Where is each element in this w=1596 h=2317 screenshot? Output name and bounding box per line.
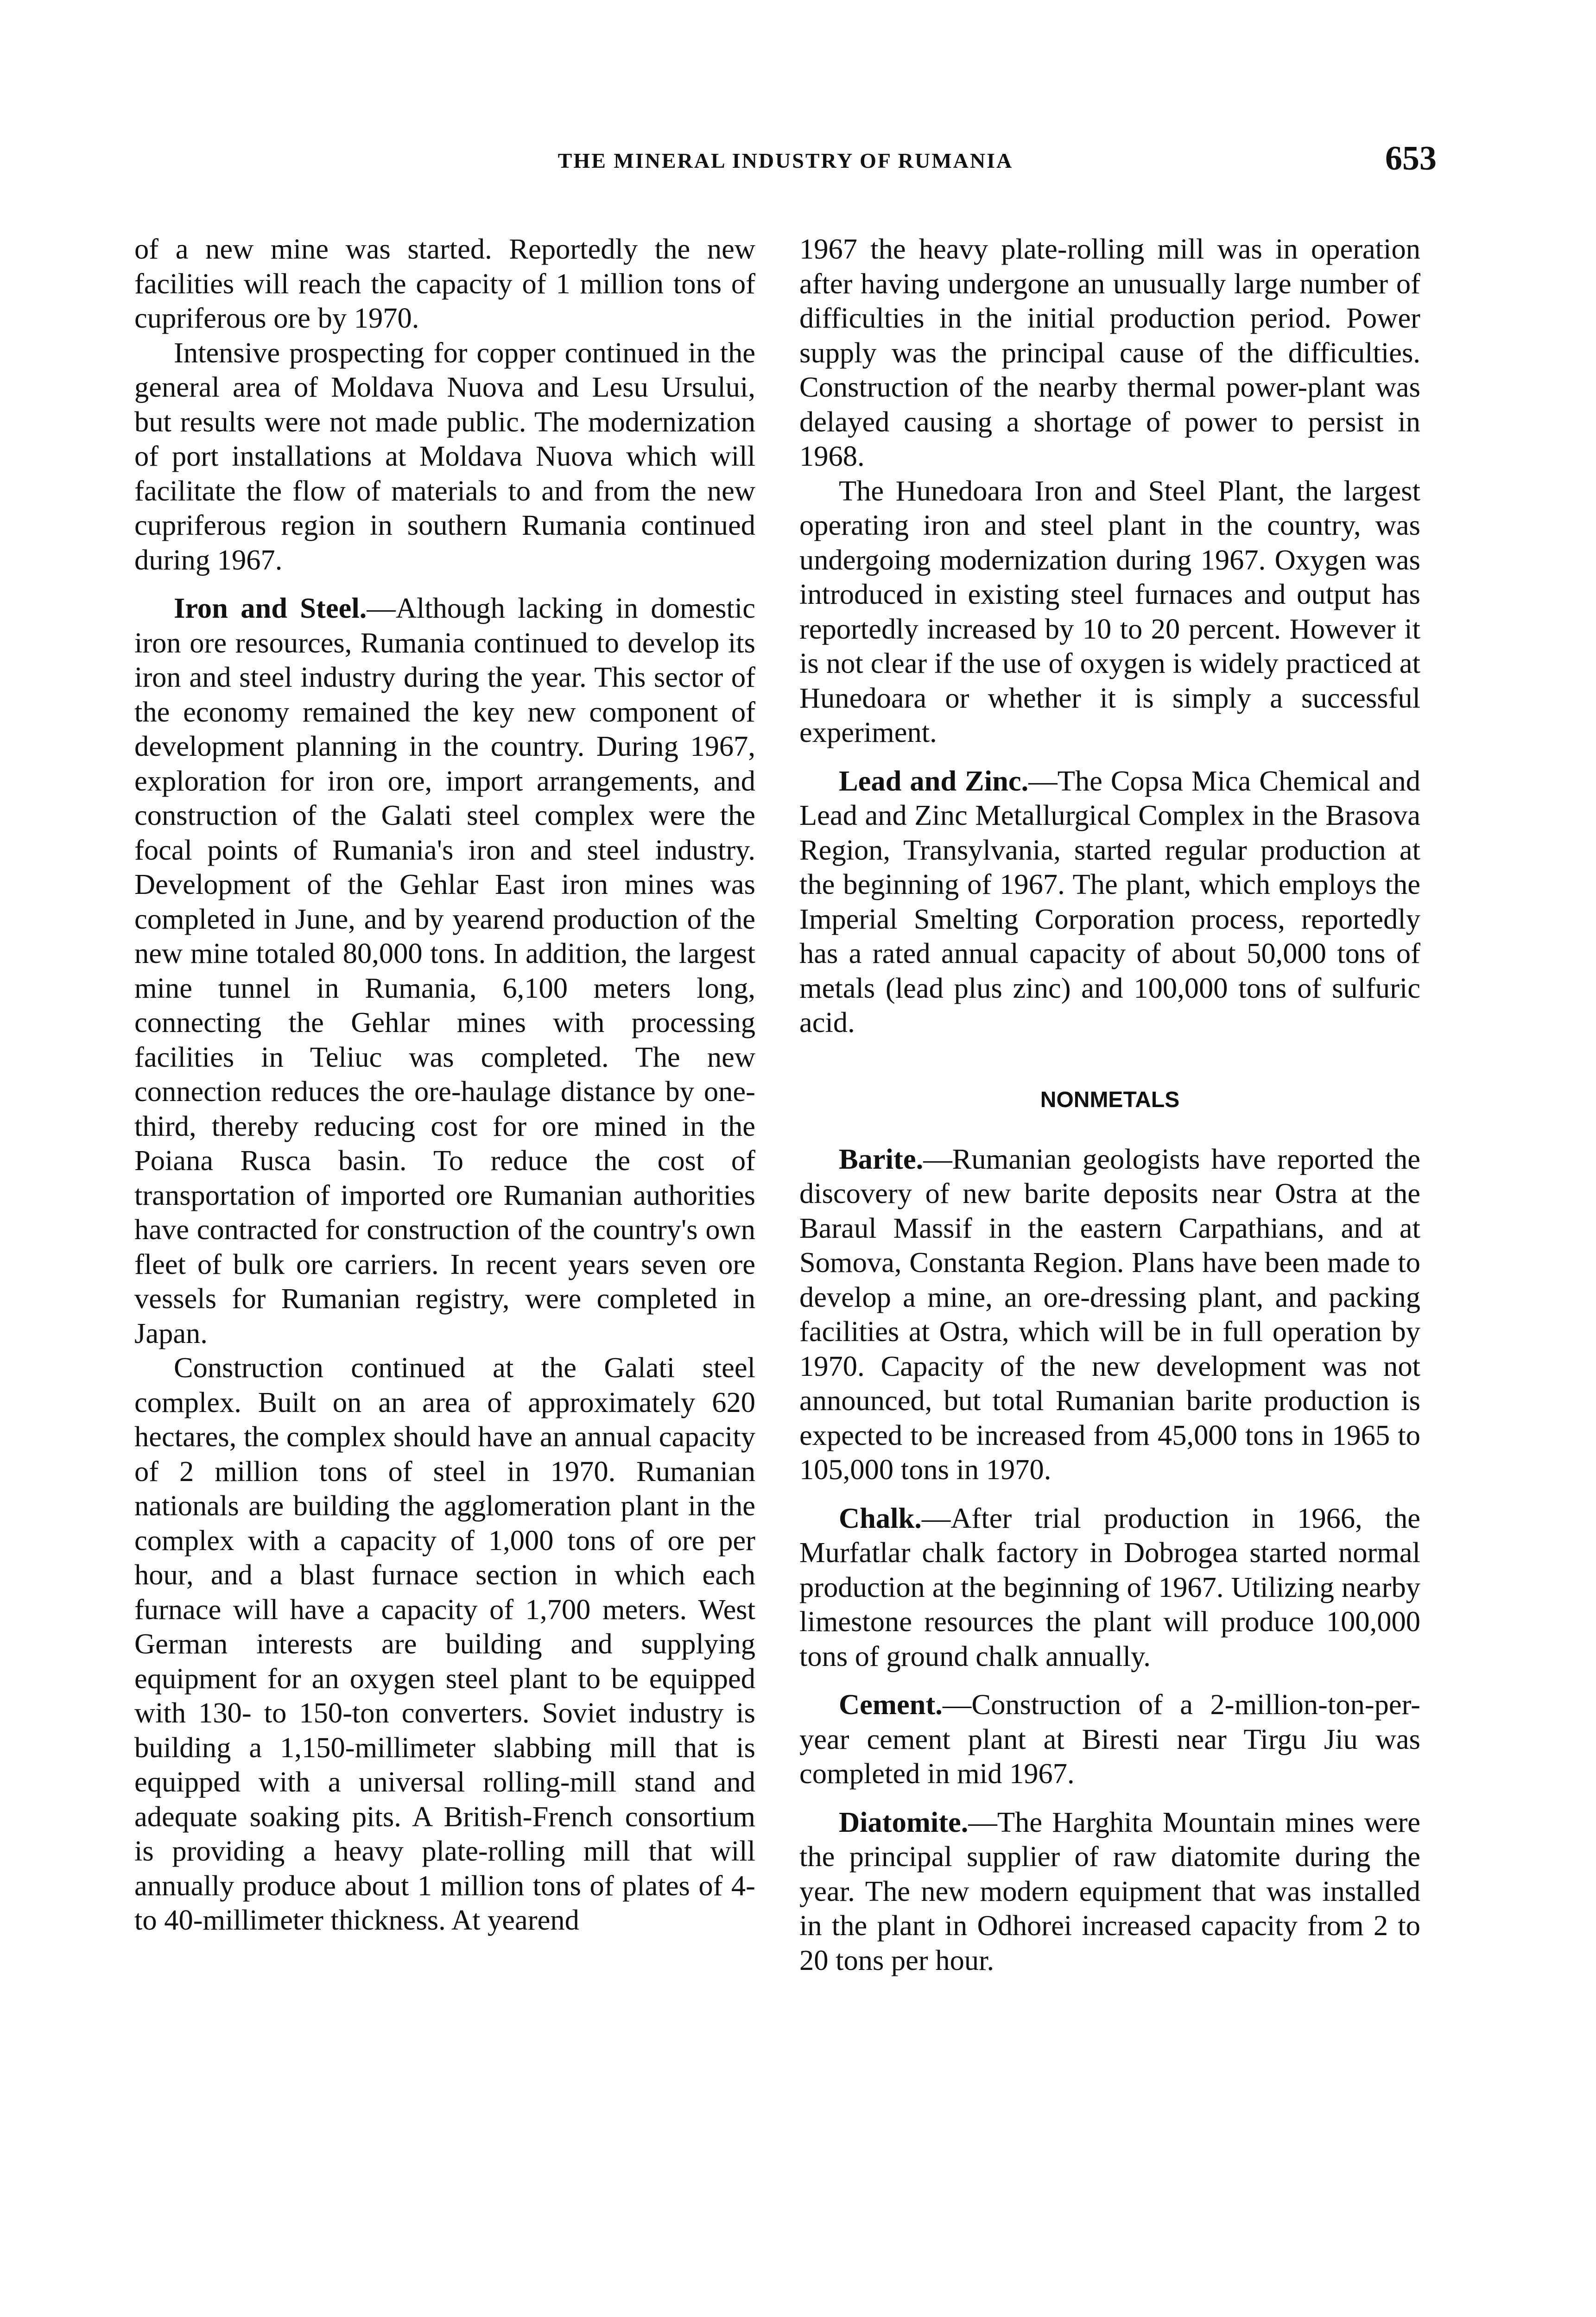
paragraph-lead-and-zinc xyxy=(799,764,1420,1040)
page-number: 653 xyxy=(1385,139,1437,177)
paragraph-body: —The Harghita Mountain mines were the principal supplier of raw diatomite during the year. The new modern equipment that was installed in the plant in Odhorei increased capacity from 2 to 20 tons per hour. xyxy=(799,1805,1420,1976)
paragraph-body: —The Copsa Mica Chemical and Lead and Zinc Metallurgical Complex in the Brasova Region, Transylvania, started regular production at the beginning of 1967. The plant, which employs the Imperial Smelting Corporation process, reportedly has a rated annual capacity of about 50,000 tons of metals (lead plus zinc) and 100,000 tons of sulfuric acid. xyxy=(799,764,1420,1038)
left-column xyxy=(134,232,755,1937)
paragraph-barite xyxy=(799,1142,1420,1487)
paragraph: The Hunedoara Iron and Steel Plant, the largest operating iron and steel plant in the country, was undergoing modernization during 1967. Oxygen was introduced in existing steel furnaces and output has reportedly increased by 10 to 20 percent. However it is not clear if the use of oxygen is widely practiced at Hunedoara or whether it is simply a successful experiment. xyxy=(799,474,1420,748)
paragraph-body: —After trial production in 1966, the Murfatlar chalk factory in Dobrogea started normal production at the beginning of 1967. Utilizing nearby limestone resources the plant will produce 100,000 tons of ground chalk annually. xyxy=(799,1501,1420,1672)
paragraph-body: —Construction of a 2-million-ton-per-year cement plant at Biresti near Tirgu Jiu was completed in mid 1967. xyxy=(799,1688,1420,1790)
section-heading: NONMETALS xyxy=(1040,1087,1180,1112)
paragraph: Construction continued at the Galati steel complex. Built on an area of approximately 620 hectares, the complex should have an annual capacity of 2 million tons of steel in 1970. Rumanian nationals are building the agglomeration plant in the complex with a capacity of 1,000 tons of ore per hour, and a blast furnace section in which each furnace will have a capacity of 1,700 meters. West German interests are building and supplying equipment for an oxygen steel plant to be equipped with 130- to 150-ton converters. Soviet industry is building a 1,150-millimeter slabbing mill that is equipped with a universal rolling-mill stand and adequate soaking pits. A British-French consortium is providing a heavy plate-rolling mill that will annually produce about 1 million tons of plates of 4- to 40-millimeter thickness. At yearend xyxy=(134,1351,755,1936)
paragraph-heading: Lead and Zinc. xyxy=(839,764,1029,797)
paragraph: 1967 the heavy plate-rolling mill was in operation after having undergone an unusually large number of difficulties in the initial production period. Power supply was the principal cause of the difficulties. Construction of the nearby thermal power-plant was delayed causing a shortage of power to persist in 1968. xyxy=(799,233,1420,472)
paragraph: of a new mine was started. Reportedly the new facilities will reach the capacity of 1 million tons of cupriferous ore by 1970. xyxy=(134,233,755,334)
paragraph-iron-and-steel xyxy=(134,591,755,1350)
paragraph-heading: Chalk. xyxy=(839,1501,922,1534)
paragraph: Intensive prospecting for copper continued in the general area of Moldava Nuova and Lesu Ursului, but results were not made public. The modernization of port installations at Moldava Nuova which will facilitate the flow of materials to and from the new cupriferous region in southern Rumania continued during 1967. xyxy=(134,336,755,576)
paragraph-diatomite xyxy=(799,1805,1420,1978)
paragraph-cement xyxy=(799,1687,1420,1791)
right-column xyxy=(799,232,1420,1977)
paragraph-heading: Iron and Steel. xyxy=(174,592,367,624)
paragraph-heading: Barite. xyxy=(839,1142,924,1175)
paragraph-heading: Diatomite. xyxy=(839,1805,969,1838)
paragraph-body: —Rumanian geologists have reported the discovery of new barite deposits near Ostra at the Baraul Massif in the eastern Carpathians, and at Somova, Constanta Region. Plans have been made to develop a mine, an ore-dressing plant, and packing facilities at Ostra, which will be in full operation by 1970. Capacity of the new development was not announced, but total Rumanian barite production is expected to be increased from 45,000 tons in 1965 to 105,000 tons in 1970. xyxy=(799,1142,1420,1486)
paragraph-body: —Although lacking in domestic iron ore resources, Rumania continued to develop its iron and steel industry during the year. This sector of the economy remained the key new component of development planning in the country. During 1967, exploration for iron ore, import arrangements, and construction of the Galati steel complex were the focal points of Rumania's iron and steel industry. Development of the Gehlar East iron mines was completed in June, and by yearend production of the new mine totaled 80,000 tons. In addition, the largest mine tunnel in Rumania, 6,100 meters long, connecting the Gehlar mines with processing facilities in Teliuc was completed. The new connection reduces the ore-haulage distance by one-third, thereby reducing cost for ore mined in the Poiana Rusca basin. To reduce the cost of transportation of imported ore Rumanian authorities have contracted for construction of the country's own fleet of bulk ore carriers. In recent years seven ore vessels for Rumanian registry, were completed in Japan. xyxy=(134,592,755,1349)
paragraph-heading: Cement. xyxy=(839,1688,943,1721)
running-title: THE MINERAL INDUSTRY OF RUMANIA xyxy=(557,149,1013,172)
page-header xyxy=(134,139,1437,190)
paragraph-chalk xyxy=(799,1501,1420,1674)
